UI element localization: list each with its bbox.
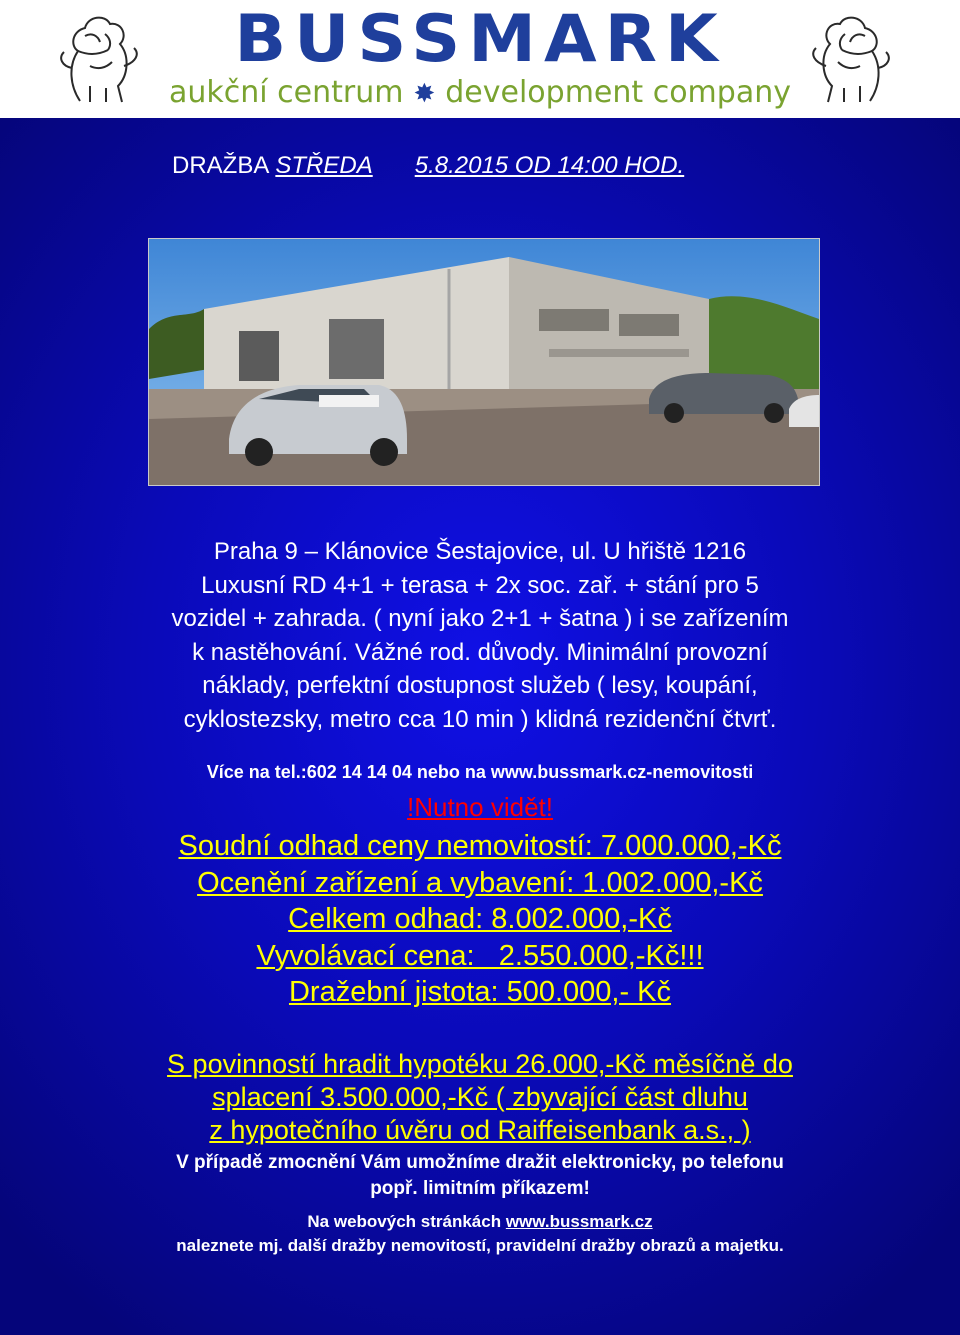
description-line: k nastěhování. Vážné rod. důvody. Minimální provozní	[192, 638, 768, 666]
description-line: cyklostezsky, metro cca 10 min ) klidná rezidenční čtvrť.	[183, 705, 777, 733]
description-line: vozidel + zahrada. ( nyní jako 2+1 + šatna ) i se zařízením	[171, 605, 789, 632]
remote-bidding-info	[40, 1150, 920, 1202]
house-image	[149, 239, 819, 485]
equipment-estimate: Ocenění zařízení a vybavení: 1.002.000,-Kč	[197, 866, 763, 899]
starting-price: Vyvolávací cena: 2.550.000,-Kč!!!	[256, 939, 704, 972]
description-line: Luxusní RD 4+1 + terasa + 2x soc. zař. + stání pro 5	[201, 571, 759, 599]
website-prefix: Na webových stránkách	[307, 1212, 506, 1231]
mortgage-line: z hypotečního úvěru od Raiffeisenbank a.s., )	[209, 1115, 751, 1145]
mortgage-block	[40, 1048, 920, 1147]
court-estimate: Soudní odhad ceny nemovitostí: 7.000.000,-Kč	[178, 830, 782, 862]
header	[0, 0, 960, 118]
property-description	[40, 535, 920, 736]
description-line: náklady, perfektní dostupnost služeb ( lesy, koupání,	[202, 672, 758, 699]
info-line: V případě zmocnění Vám umožníme dražit elektronicky, po telefonu	[176, 1152, 784, 1173]
tagline	[150, 76, 810, 111]
star-icon: ✸	[413, 79, 436, 109]
price-block	[40, 828, 920, 1011]
website-line	[40, 1210, 920, 1234]
auction-datetime: 5.8.2015 OD 14:00 HOD.	[414, 152, 685, 179]
lion-crest-icon	[800, 6, 900, 110]
mortgage-line: S povinností hradit hypotéku 26.000,-Kč měsíčně do	[167, 1049, 793, 1079]
auction-deposit: Dražební jistota: 500.000,- Kč	[288, 976, 672, 1008]
lion-crest-icon	[50, 6, 150, 110]
tagline-right: development company	[445, 75, 791, 110]
mortgage-line: splacení 3.500.000,-Kč ( zbyvající část dluhu	[212, 1082, 748, 1112]
brand-logo-text: BUSSMARK	[234, 1, 726, 78]
website-info	[40, 1210, 920, 1258]
auction-date-line	[172, 152, 684, 180]
auction-weekday: STŘEDA	[275, 152, 373, 179]
must-see-banner: !Nutno vidět!	[407, 792, 553, 822]
website-line-2: naleznete mj. další dražby nemovitostí, pravidelní dražby obrazů a majetku.	[176, 1236, 784, 1255]
tagline-left: aukční centrum	[169, 75, 404, 110]
total-estimate: Celkem odhad: 8.002.000,-Kč	[288, 903, 672, 935]
contact-line: Více na tel.:602 14 14 04 nebo na www.bussmark.cz-nemovitosti	[206, 762, 754, 782]
info-line: popř. limitním příkazem!	[370, 1178, 590, 1199]
description-line: Praha 9 – Klánovice Šestajovice, ul. U hřiště 1216	[213, 538, 747, 565]
auction-label: DRAŽBA	[172, 152, 270, 179]
property-photo	[148, 238, 820, 486]
website-link[interactable]: www.bussmark.cz	[505, 1212, 653, 1231]
